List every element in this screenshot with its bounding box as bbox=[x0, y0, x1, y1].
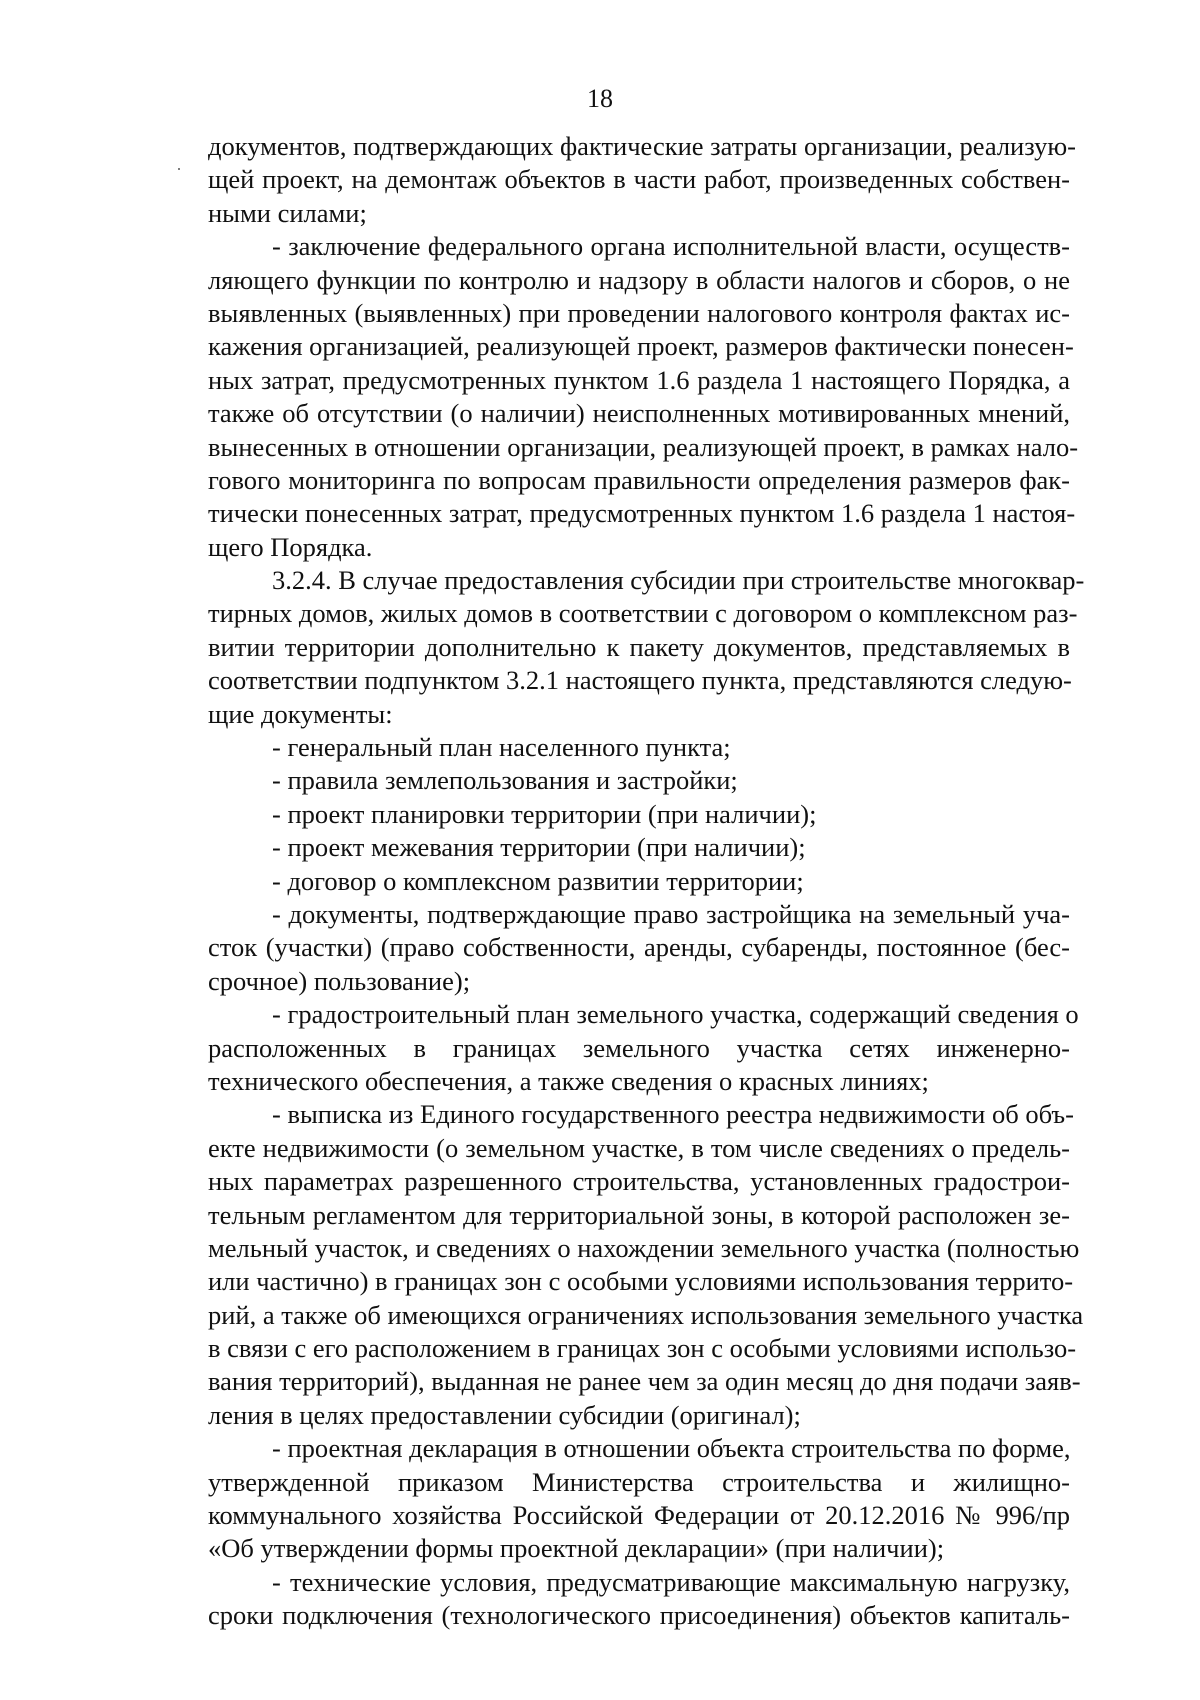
text-line: ления в целях предоставлении субсидии (оригинал); bbox=[208, 1399, 801, 1430]
text-line: тельным регламентом для территориальной зоны, в которой расположен зе- bbox=[208, 1199, 1070, 1230]
text-line: тирных домов, жилых домов в соответствии с договором о комплексном раз- bbox=[208, 598, 1078, 629]
page-number: 18 bbox=[587, 84, 613, 113]
text-line: документов, подтверждающих фактические затраты организации, реализую- bbox=[208, 131, 1077, 161]
text-line: - проект планировки территории (при наличии); bbox=[272, 798, 817, 829]
text-line: соответствии подпунктом 3.2.1 настоящего пункта, представляются следую- bbox=[208, 665, 1072, 696]
text-line: - заключение федерального органа исполнительной власти, осуществ- bbox=[272, 231, 1070, 262]
text-line: - градостроительный план земельного участка, содержащий сведения о bbox=[272, 999, 1079, 1030]
text-line: вания территорий), выданная не ранее чем за один месяц до дня подачи заяв- bbox=[208, 1366, 1081, 1397]
text-line: - проектная декларация в отношении объекта строительства по форме, bbox=[272, 1433, 1071, 1464]
text-line: срочное) пользование); bbox=[208, 965, 471, 996]
text-line: ных затрат, предусмотренных пунктом 1.6 раздела 1 настоящего Порядка, а bbox=[208, 364, 1070, 395]
text-line: ных параметрах разрешенного строительства, установленных градострои- bbox=[208, 1166, 1070, 1197]
text-line: сток (участки) (право собственности, аренды, субаренды, постоянное (бес- bbox=[208, 932, 1070, 963]
text-line: - правила землепользования и застройки; bbox=[272, 765, 738, 796]
text-line: рий, а также об имеющихся ограничениях использования земельного участка bbox=[208, 1299, 1084, 1330]
text-line: или частично) в границах зон с особыми условиями использования террито- bbox=[208, 1266, 1074, 1297]
text-line: - технические условия, предусматривающие максимальную нагрузку, bbox=[272, 1566, 1070, 1597]
text-line: - договор о комплексном развитии территории; bbox=[272, 865, 804, 896]
text-line: «Об утверждении формы проектной декларации» (при наличии); bbox=[208, 1533, 945, 1564]
text-line: гового мониторинга по вопросам правильности определения размеров фак- bbox=[208, 464, 1070, 495]
scan-artifact bbox=[178, 168, 180, 170]
text-line: технического обеспечения, а также сведения о красных линиях; bbox=[208, 1065, 929, 1096]
text-line: ляющего функции по контролю и надзору в области налогов и сборов, о не bbox=[208, 264, 1070, 295]
text-line: 3.2.4. В случае предоставления субсидии при строительстве многоквар- bbox=[272, 565, 1085, 596]
text-line: мельный участок, и сведениях о нахождении земельного участка (полностью bbox=[208, 1232, 1080, 1263]
text-line: в связи с его расположением в границах зон с особыми условиями использо- bbox=[208, 1333, 1077, 1364]
document-body-text bbox=[208, 130, 1085, 1633]
text-line: витии территории дополнительно к пакету документов, представляемых в bbox=[208, 631, 1070, 662]
text-line: вынесенных в отношении организации, реализующей проект, в рамках нало- bbox=[208, 431, 1079, 462]
text-line: ными силами; bbox=[208, 197, 367, 228]
text-line: щего Порядка. bbox=[208, 531, 373, 562]
text-line: коммунального хозяйства Российской Федерации от 20.12.2016 № 996/пр bbox=[208, 1500, 1070, 1531]
text-line: щей проект, на демонтаж объектов в части работ, произведенных собствен- bbox=[208, 164, 1070, 195]
text-line: щие документы: bbox=[208, 698, 393, 729]
text-line: утвержденной приказом Министерства строительства и жилищно- bbox=[208, 1466, 1070, 1497]
text-line: расположенных в границах земельного участка сетях инженерно- bbox=[208, 1032, 1070, 1063]
text-line: также об отсутствии (о наличии) неисполненных мотивированных мнений, bbox=[208, 398, 1070, 429]
text-line: - генеральный план населенного пункта; bbox=[272, 732, 731, 763]
text-line: - документы, подтверждающие право застройщика на земельный уча- bbox=[272, 898, 1070, 929]
text-line: - выписка из Единого государственного реестра недвижимости об объ- bbox=[272, 1099, 1074, 1130]
text-line: кажения организацией, реализующей проект, размеров фактически понесен- bbox=[208, 331, 1074, 362]
text-line: тически понесенных затрат, предусмотренных пунктом 1.6 раздела 1 настоя- bbox=[208, 498, 1076, 529]
text-line: выявленных (выявленных) при проведении налогового контроля фактах ис- bbox=[208, 297, 1070, 328]
text-line: - проект межевания территории (при наличии); bbox=[272, 832, 806, 863]
text-line: екте недвижимости (о земельном участке, в том числе сведениях о предель- bbox=[208, 1132, 1070, 1163]
text-line: сроки подключения (технологического присоединения) объектов капиталь- bbox=[208, 1600, 1070, 1631]
